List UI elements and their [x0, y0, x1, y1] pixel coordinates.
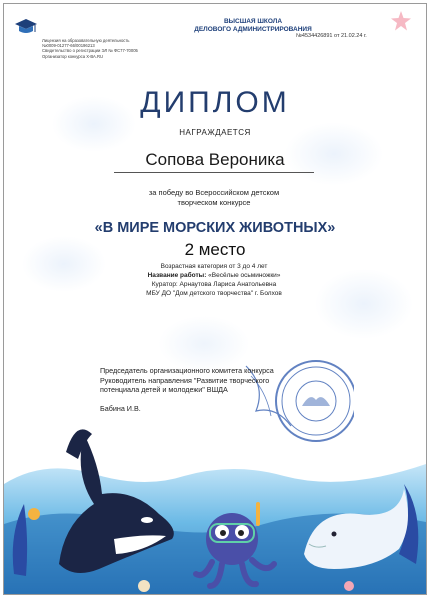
logo-name: [42, 18, 427, 34]
signature-line3: потенциала детей и молодежи" ВШДА: [100, 385, 228, 394]
award-details: [64, 262, 364, 298]
license-line: Организатор конкурса Х-ВА.RU: [42, 53, 104, 59]
award-reason: [114, 188, 314, 208]
curator: Куратор: Арнаутова Лариса Анатольевна: [151, 281, 277, 288]
organization: МБУ ДО "Дом детского творчества" г. Болхов: [146, 290, 282, 297]
contest-name: «В МИРЕ МОРСКИХ ЖИВОТНЫХ»: [94, 220, 336, 236]
work-title-row: [64, 271, 364, 280]
place-awarded: 2 место: [184, 240, 246, 259]
license-line: №0009-01277-66/00196213: [42, 43, 95, 49]
license-info: [42, 38, 192, 59]
sea-scene-illustration: [4, 364, 426, 594]
license-line: Свидетельство о регистрации ЭЛ № ФС77-70005: [42, 48, 138, 54]
signer-name: Бабина И.В.: [100, 403, 141, 413]
recipient-name: Сопова Вероника: [145, 150, 285, 169]
diploma-title: ДИПЛОМ: [140, 86, 290, 119]
age-category: Возрастная категория от 3 до 4 лет: [160, 263, 268, 270]
logo-line1: ВЫСШАЯ ШКОЛА: [223, 18, 283, 25]
license-line: Лицензия на образовательную деятельность: [42, 38, 130, 43]
signature-line1: Председатель организационного комитета конкурса: [100, 366, 274, 375]
reason-line1: за победу во Всероссийском детском: [148, 188, 280, 197]
signature-line2: Руководитель направления "Развитие творческого: [100, 375, 270, 385]
logo-line2: ДЕЛОВОГО АДМИНИСТРИРОВАНИЯ: [194, 26, 312, 33]
document-number: №4534426891 от 21.02.24 г.: [296, 33, 367, 39]
starfish-icon: [390, 10, 412, 32]
name-underline: [114, 172, 314, 173]
reason-line2: творческом конкурсе: [177, 198, 251, 207]
diploma-page: [3, 3, 427, 595]
awarded-label: НАГРАЖДАЕТСЯ: [179, 128, 251, 137]
graduation-cap-icon: [14, 18, 38, 38]
work-title: «Весёлые осьминожки»: [208, 272, 281, 279]
work-label: Название работы:: [147, 272, 207, 279]
